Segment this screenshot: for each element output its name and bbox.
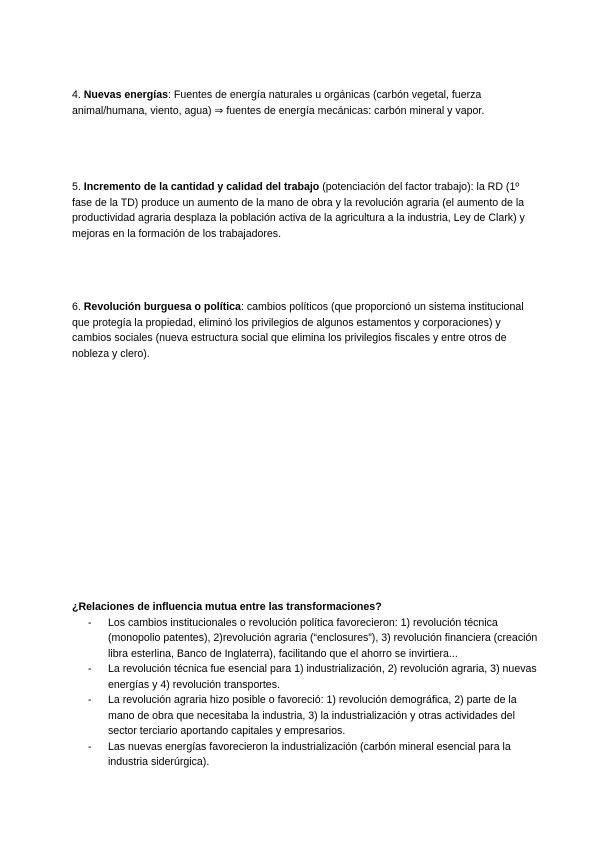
- relations-list: [72, 616, 542, 771]
- list-item-text: Los cambios institucionales o revolución política favorecieron: 1) revolución técnica (monopolio patentes), 2)revolución agraria (“enclosures”), 3) revolución financiera (creación libra esterlina, Banco de Inglaterra), facilitando que el ahorro se invirtiera...: [108, 616, 538, 660]
- relations-section: [72, 600, 542, 771]
- list-item-text: La revolución agraria hizo posible o favoreció: 1) revolución demográfica, 2) parte de la mano de obra que necesitaba la industria, 3) la industrialización y otras actividades del sector terciario aportando capitales y empresarios.: [108, 694, 517, 737]
- bullet-dash: -: [88, 616, 92, 629]
- list-item: [72, 693, 542, 740]
- section-number: 6.: [72, 301, 84, 313]
- bullet-dash: -: [88, 740, 92, 753]
- section-text: : Fuentes de energía naturales u orgánicas (carbón vegetal, fuerza animal/humana, viento, agua) ⇒ fuentes de energía mecánicas: carbón mineral y vapor.: [72, 89, 485, 117]
- list-item: [72, 662, 542, 693]
- bullet-dash: -: [88, 663, 92, 675]
- section-text: (potenciación del factor trabajo): la RD (1º fase de la TD) produce un aumento de la mano de obra y la revolución agraria (el aumento de la productividad agraria desplaza la población activa de la agricultura a la industria, Ley de Clark) y mejoras en la formación de los trabajadores.: [72, 181, 525, 240]
- section-5-paragraph: [72, 180, 530, 242]
- list-item: [72, 616, 542, 663]
- section-text: : cambios políticos (que proporcionó un sistema institucional que protegía la propiedad, eliminó los privilegios de algunos estamentos y corporaciones) y cambios sociales (nueva estructura social que elimina los privilegios fiscales y entre otros de nobleza y clero).: [72, 301, 524, 360]
- list-item-text: Las nuevas energías favorecieron la industrialización (carbón mineral esencial para la industria siderúrgica).: [108, 740, 511, 768]
- list-item: [72, 740, 542, 771]
- bullet-dash: -: [88, 694, 92, 706]
- section-number: 5.: [72, 181, 84, 193]
- section-title: Nuevas energías: [83, 89, 168, 101]
- relations-heading: ¿Relaciones de influencia mutua entre las transformaciones?: [72, 601, 382, 613]
- section-title: Incremento de la cantidad y calidad del trabajo: [83, 181, 320, 193]
- section-title: Revolución burguesa o política: [83, 301, 241, 313]
- section-number: 4.: [72, 89, 84, 101]
- section-4-paragraph: [72, 88, 530, 119]
- section-6-paragraph: [72, 300, 530, 362]
- list-item-text: La revolución técnica fue esencial para 1) industrialización, 2) revolución agraria, 3) nuevas energías y 4) revolución transportes.: [108, 663, 537, 691]
